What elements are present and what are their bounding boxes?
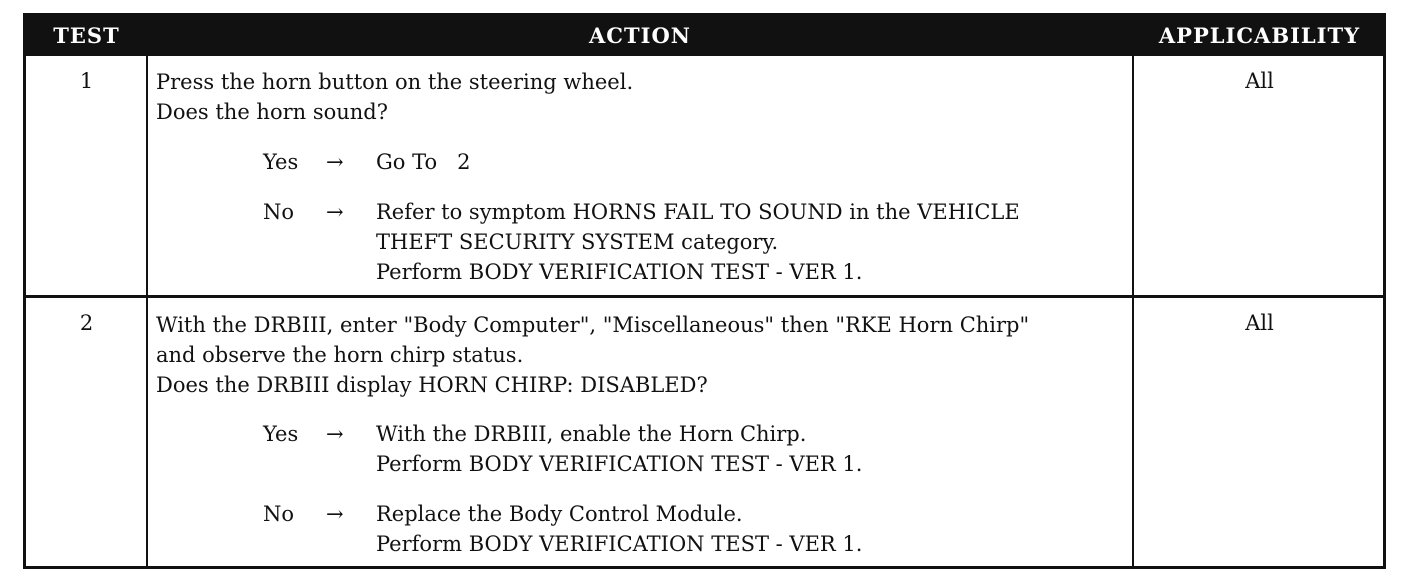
arrow-icon: →	[326, 422, 344, 446]
question-line: Press the horn button on the steering wheel.	[156, 70, 634, 94]
question-line: and observe the horn chirp status.	[156, 343, 524, 367]
no-result-line: Replace the Body Control Module.	[376, 502, 743, 526]
no-result-line: Perform BODY VERIFICATION TEST - VER 1.	[376, 260, 863, 284]
applicability-value: All	[1245, 311, 1274, 335]
table-header	[26, 16, 1383, 56]
yes-label: Yes	[263, 422, 299, 446]
test-number: 1	[79, 69, 94, 93]
question-line: Does the DRBIII display HORN CHIRP: DISABLED?	[156, 373, 708, 397]
applicability-value: All	[1245, 69, 1274, 93]
header-action: ACTION	[589, 23, 691, 48]
header-test: TEST	[53, 23, 120, 48]
arrow-icon: →	[326, 200, 344, 224]
yes-result-line: With the DRBIII, enable the Horn Chirp.	[376, 422, 807, 446]
question-line: Does the horn sound?	[156, 100, 389, 124]
question-line: With the DRBIII, enter "Body Computer", "Miscellaneous" then "RKE Horn Chirp"	[156, 313, 1030, 337]
diagnostic-table	[23, 13, 1386, 569]
no-result-line: THEFT SECURITY SYSTEM category.	[376, 230, 779, 254]
arrow-icon: →	[326, 150, 344, 174]
no-result-line: Refer to symptom HORNS FAIL TO SOUND in the VEHICLE	[376, 200, 1020, 224]
arrow-icon: →	[326, 502, 344, 526]
no-result-line: Perform BODY VERIFICATION TEST - VER 1.	[376, 532, 863, 556]
yes-result-line: Perform BODY VERIFICATION TEST - VER 1.	[376, 452, 863, 476]
test-number: 2	[79, 311, 94, 335]
row-divider	[26, 295, 1383, 298]
no-label: No	[263, 502, 295, 526]
header-applicability: APPLICABILITY	[1158, 23, 1361, 48]
yes-label: Yes	[263, 150, 299, 174]
yes-result-line: Go To 2	[376, 150, 471, 174]
no-label: No	[263, 200, 295, 224]
